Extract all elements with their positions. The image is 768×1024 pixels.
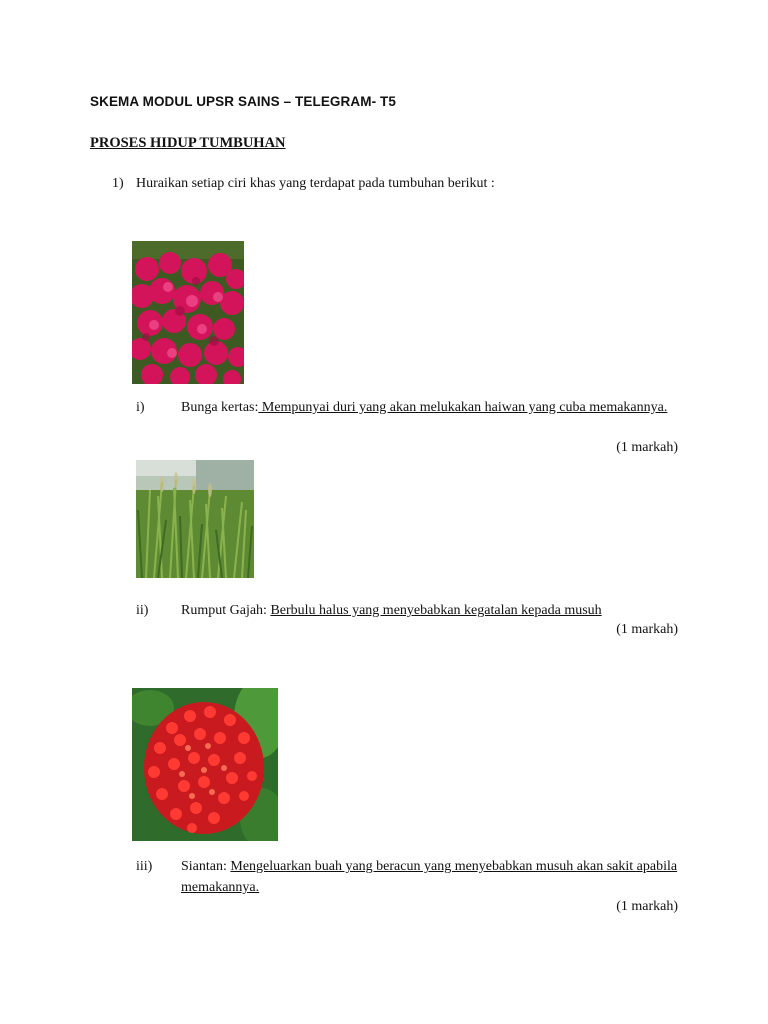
document-title: SKEMA MODUL UPSR SAINS – TELEGRAM- T5 — [90, 94, 396, 109]
plant-answer: Mengeluarkan buah yang beracun yang menyebabkan musuh akan sakit apabila memakannya. — [181, 859, 678, 895]
item-numeral: i) — [136, 400, 145, 415]
plant-answer: Mempunyai duri yang akan melukakan haiwan yang cuba memakannya. — [258, 400, 668, 415]
item-text — [181, 600, 681, 621]
item-text — [181, 397, 681, 418]
marks-2: (1 markah) — [616, 622, 678, 637]
answer-item-3 — [136, 856, 686, 898]
ixora-photo — [132, 688, 278, 841]
answer-item-2 — [136, 600, 686, 622]
answer-item-1 — [136, 397, 686, 439]
item-text — [181, 856, 681, 898]
plant-name: Bunga kertas: — [181, 400, 259, 415]
bougainvillea-photo — [132, 241, 244, 384]
question-text: Huraikan setiap ciri khas yang terdapat pada tumbuhan berikut : — [136, 176, 495, 191]
marks-3: (1 markah) — [616, 899, 678, 914]
question-1 — [112, 176, 495, 192]
section-title: PROSES HIDUP TUMBUHAN — [90, 135, 286, 151]
item-numeral: ii) — [136, 603, 149, 618]
plant-name: Rumput Gajah: — [181, 603, 271, 618]
question-number: 1) — [112, 176, 124, 191]
grass-photo — [136, 460, 254, 578]
item-numeral: iii) — [136, 859, 153, 874]
plant-name: Siantan: — [181, 859, 231, 874]
plant-answer: Berbulu halus yang menyebabkan kegatalan kepada musuh — [270, 603, 602, 618]
marks-1: (1 markah) — [616, 440, 678, 455]
